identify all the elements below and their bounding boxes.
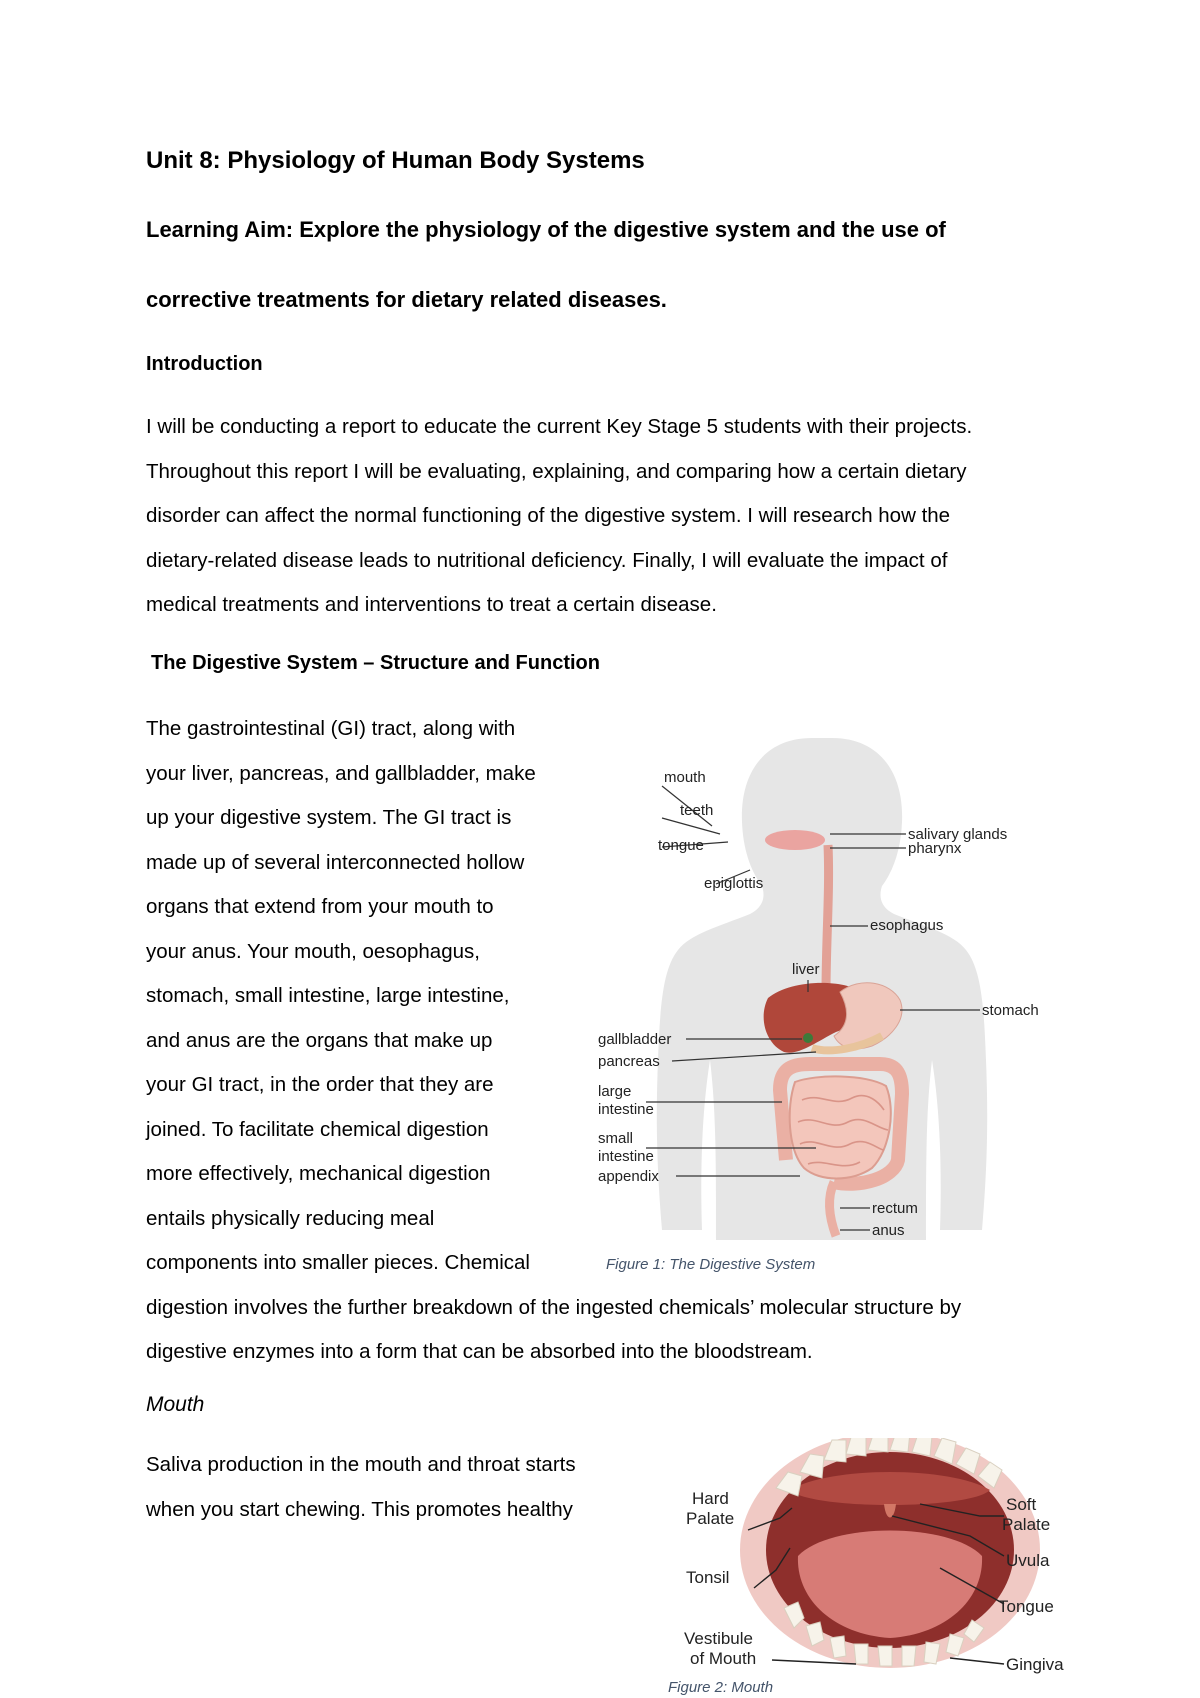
gingiva-pointer bbox=[950, 1658, 1004, 1664]
section-line: your anus. Your mouth, oesophagus, bbox=[146, 939, 480, 963]
label-tongue: tongue bbox=[658, 837, 704, 854]
section-line: stomach, small intestine, large intestine, bbox=[146, 984, 510, 1007]
label-tongue: Tongue bbox=[998, 1597, 1054, 1616]
label-large: large bbox=[598, 1083, 632, 1100]
esophagus-organ bbox=[826, 845, 829, 992]
mouth-line: when you start chewing. This promotes healthy bbox=[146, 1497, 573, 1521]
label-teeth: teeth bbox=[680, 802, 714, 819]
section-line: up your digestive system. The GI tract is bbox=[146, 806, 512, 829]
section-line: entails physically reducing meal bbox=[146, 1206, 435, 1230]
label-gallbladder: gallbladder bbox=[598, 1031, 672, 1048]
label-pancreas: pancreas bbox=[598, 1053, 660, 1070]
intro-line: I will be conducting a report to educate the current Key Stage 5 students with their projects. bbox=[146, 415, 973, 438]
label-gingiva: Gingiva bbox=[1006, 1655, 1064, 1674]
label-of-mouth: of Mouth bbox=[690, 1649, 757, 1668]
learning-aim-line-2: corrective treatments for dietary related diseases. bbox=[146, 287, 667, 312]
label-hard-palate: Palate bbox=[686, 1509, 735, 1528]
mouth-organ bbox=[765, 830, 825, 850]
mouth-subheading: Mouth bbox=[146, 1393, 205, 1416]
section-line: The gastrointestinal (GI) tract, along with bbox=[146, 717, 516, 740]
label-epiglottis: epiglottis bbox=[704, 875, 764, 892]
figure-1-caption: Figure 1: The Digestive System bbox=[606, 1256, 816, 1273]
introduction-heading: Introduction bbox=[146, 353, 263, 375]
mouth-paragraph bbox=[146, 1443, 576, 1532]
learning-aim-line-1: Learning Aim: Explore the physiology of the digestive system and the use of bbox=[146, 217, 946, 242]
label-uvula: Uvula bbox=[1006, 1551, 1050, 1570]
label-salivary-glands: salivary glands bbox=[908, 826, 1008, 843]
section-line: joined. To facilitate chemical digestion bbox=[146, 1117, 489, 1141]
section-line: and anus are the organs that make up bbox=[146, 1028, 493, 1052]
figure-2-caption: Figure 2: Mouth bbox=[668, 1679, 774, 1696]
intro-line: medical treatments and interventions to treat a certain disease. bbox=[146, 593, 717, 616]
section-line: more effectively, mechanical digestion bbox=[146, 1162, 491, 1185]
section-line: components into smaller pieces. Chemical bbox=[146, 1251, 530, 1274]
mouth-line: Saliva production in the mouth and throat starts bbox=[146, 1453, 576, 1476]
section-line: your liver, pancreas, and gallbladder, make bbox=[146, 761, 536, 785]
label-rectum: rectum bbox=[872, 1200, 918, 1217]
intro-line: dietary-related disease leads to nutritional deficiency. Finally, I will evaluate the impact of bbox=[146, 548, 948, 572]
section-line: digestive enzymes into a form that can be absorbed into the bloodstream. bbox=[146, 1340, 813, 1363]
label-liver: liver bbox=[792, 961, 820, 978]
digestive-system-heading: The Digestive System – Structure and Function bbox=[151, 652, 600, 674]
label-hard: Hard bbox=[692, 1489, 729, 1508]
section-line: your GI tract, in the order that they are bbox=[146, 1073, 494, 1096]
label-stomach: stomach bbox=[982, 1002, 1039, 1019]
introduction-paragraph bbox=[146, 405, 972, 628]
digestive-system-figure bbox=[590, 730, 1060, 1270]
section-line: organs that extend from your mouth to bbox=[146, 895, 494, 918]
label-appendix: appendix bbox=[598, 1168, 659, 1185]
section-line: made up of several interconnected hollow bbox=[146, 850, 525, 874]
small-intestine-organ bbox=[790, 1076, 891, 1178]
label-small: small bbox=[598, 1130, 634, 1147]
label-anus: anus bbox=[872, 1222, 905, 1239]
label-vestibule: Vestibule bbox=[684, 1629, 753, 1648]
label-small-intestine: intestine bbox=[598, 1148, 654, 1165]
section-line: digestion involves the further breakdown of the ingested chemicals’ molecular structure by bbox=[146, 1295, 962, 1319]
mouth-figure bbox=[680, 1438, 1080, 1684]
intro-line: Throughout this report I will be evaluating, explaining, and comparing how a certain dietary bbox=[146, 459, 967, 483]
label-pharynx: pharynx bbox=[908, 840, 962, 857]
label-tonsil: Tonsil bbox=[686, 1568, 730, 1587]
document-title: Unit 8: Physiology of Human Body Systems bbox=[146, 147, 645, 174]
label-soft-palate: Palate bbox=[1002, 1515, 1051, 1534]
label-esophagus: esophagus bbox=[870, 917, 944, 934]
label-large-intestine: intestine bbox=[598, 1101, 654, 1118]
label-soft: Soft bbox=[1006, 1495, 1037, 1514]
intro-line: disorder can affect the normal functioning of the digestive system. I will research how the bbox=[146, 504, 951, 527]
gallbladder-organ bbox=[803, 1033, 813, 1043]
label-mouth: mouth bbox=[664, 769, 706, 786]
